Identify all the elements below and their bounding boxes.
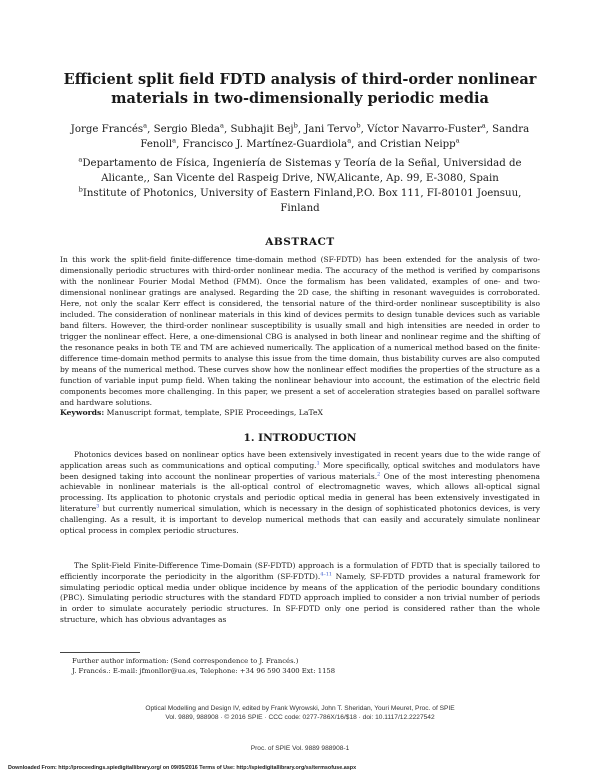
citation-link[interactable]: 2 [377,471,381,478]
keywords-text: Manuscript format, template, SPIE Proceedings, LaTeX [106,408,324,417]
publication-info [60,705,540,722]
title-line-1: Efficient split field FDTD analysis of third-order nonlinear [63,71,537,88]
affiliation-a-text: Departamento de Física, Ingeniería de Sistemas y Teoría de la Señal, Universidad de Alicante,, San Vicente del Raspeig Drive, NW,Alicante, Ap. 99, E-3080, Spain [82,158,522,184]
author-affil-mark: a [455,136,460,145]
abstract-heading: ABSTRACT [265,236,335,248]
keywords [60,408,540,417]
paragraph-text: More specifically, optical switches and modulators have been designed taking into account the nonlinear properties of various materials. [60,460,540,481]
intro-paragraph-1 [60,450,540,536]
affil-mark: a [78,155,83,164]
affil-mark: b [78,185,83,194]
author: Jorge Francés [70,124,144,135]
footnote-divider [60,652,140,653]
author: Víctor Navarro-Fuster [367,124,482,135]
affiliation-a [60,156,540,186]
affiliation-b-text: Institute of Photonics, University of Eastern Finland,P.O. Box 111, FI-80101 Joensuu, Finland [82,188,522,214]
author: Sergio Bleda [153,124,221,135]
publication-line-1: Optical Modelling and Design IV, edited by Frank Wyrowski, John T. Sheridan, Youri Meuret, Proc. of SPIE [145,705,455,712]
footnote-author-info: Further author information: (Send correspondence to J. Francés.) [72,657,299,665]
page-footer-proc: Proc. of SPIE Vol. 9889 988908-1 [250,745,350,752]
section-heading-introduction: 1. INTRODUCTION [243,432,357,444]
footnote-contact: J. Francés.: E-mail: jfmonllor@ua.es, Telephone: +34 96 590 3400 Ext: 1158 [72,667,336,675]
paragraph-text: Namely, SF-FDTD provides a natural framework for simulating periodic optical media under oblique incidence by means of the application of the periodic boundary conditions (PBC). Simulating periodic structures with the standard FDTD approach implied to consider a non trivial number of periods in order to simulate accurately periodic structures. In SF-FDTD only one period is considered rather than the whole structure, which has obvious advantages as [60,571,540,624]
author: Sandra Fenoll [140,124,530,150]
author-affil-mark: a [481,121,486,130]
affiliation-b [60,186,540,216]
paragraph-text: The Split-Field Finite-Difference Time-Domain (SF-FDTD) approach is a formulation of FDTD that is specially tailored to efficiently incorporate the periodicity in the algorithm (SF-FDTD). [60,561,540,581]
paragraph-text: but currently numerical simulation, which is necessary in the design of sophisticated photonics devices, is very challenging. As a result, it is important to develop numerical methods that can easily and accurately simulate nonlinear optical process in complex periodic structures. [60,503,540,535]
author-affil-mark: b [293,121,298,130]
author: Jani Tervo [304,124,357,135]
author: Francisco J. Martínez-Guardiola [182,139,348,150]
paper-title [60,70,540,108]
author: and Cristian Neipp [357,139,456,150]
citation-link[interactable]: 4–11 [320,571,333,578]
citation-link[interactable]: 3 [96,503,100,510]
author-affil-mark: a [220,121,224,130]
author-affil-mark: a [347,136,352,145]
title-line-2: materials in two-dimensionally periodic media [111,90,489,107]
author-affil-mark: a [172,136,177,145]
author-list: Jorge Francés$^a$, Sergio Bleda$^a$, Subhajit Bej$^b$, Jani Tervo$^b$, Víctor Navarro-Fuster$^a$, Sandra Fenoll$^a$, Francisco J. Martínez-Guardiola$^a$, and Cristian Neipp$^a$ [70,121,530,150]
author-affil-mark: a [143,121,148,130]
download-notice: Downloaded From: http://proceedings.spiedigitallibrary.org/ on 09/05/2016 Terms of Use: http://spiedigitallibrary.org/ss/termsofuse.aspx [8,765,357,771]
intro-paragraph-2 [60,561,540,626]
keywords-label: Keywords: [60,408,105,417]
affiliations [60,156,540,216]
author: Subhajit Bej [230,124,294,135]
citation-link[interactable]: 1 [316,460,320,467]
publication-line-2: Vol. 9889, 988908 · © 2016 SPIE · CCC code: 0277-786X/16/$18 · doi: 10.1117/12.2227542 [165,713,435,721]
abstract-text: In this work the split-field finite-difference time-domain method (SF-FDTD) has been extended for the analysis of two-dimensionally periodic structures with third-order nonlinear media. The accuracy of the method is verified by comparisons with the nonlinear Fourier Modal Method (FMM). Once the formalism has been validated, examples of one- and two-dimensional nonlinear gratings are analysed. Regarding the 2D case, the shifting in resonant waveguides is corroborated. Here, not only the scalar Kerr effect is considered, the tensorial nature of the third-order nonlinear susceptibility is also included. The consideration of nonlinear materials in this kind of devices permits to design tunable devices such as variable band filters. However, the third-order nonlinear susceptibility is usually small and high intensities are needed in order to trigger the nonlinear effect. Here, a one-dimensional CBG is analysed in both linear and nonlinear regime and the shifting of the resonance peaks in both TE and TM are achieved numerically. The application of a numerical method based on the finite-difference time-domain method permits to analyse this issue from the time domain, thus bistability curves are also computed by means of the numerical method. These curves show how the nonlinear effect modifies the properties of the structure as a function of variable input pump field. When taking the nonlinear behaviour into account, the estimation of the electric field components becomes more challenging. In this paper, we present a set of acceleration strategies based on parallel software and hardware solutions. [60,255,540,407]
author-affil-mark: b [356,121,361,130]
paragraph-text: One of the most interesting phenomena achievable in nonlinear materials is the all-optical control of electromagnetic waves, which allows all-optical signal processing. Its application to photonic crystals and periodic optical media in general has been extensively investigated in literature [60,471,540,513]
paragraph-text: Photonics devices based on nonlinear optics have been extensively investigated in recent years due to the wide range of application areas such as communications and optical computing. [60,450,540,470]
